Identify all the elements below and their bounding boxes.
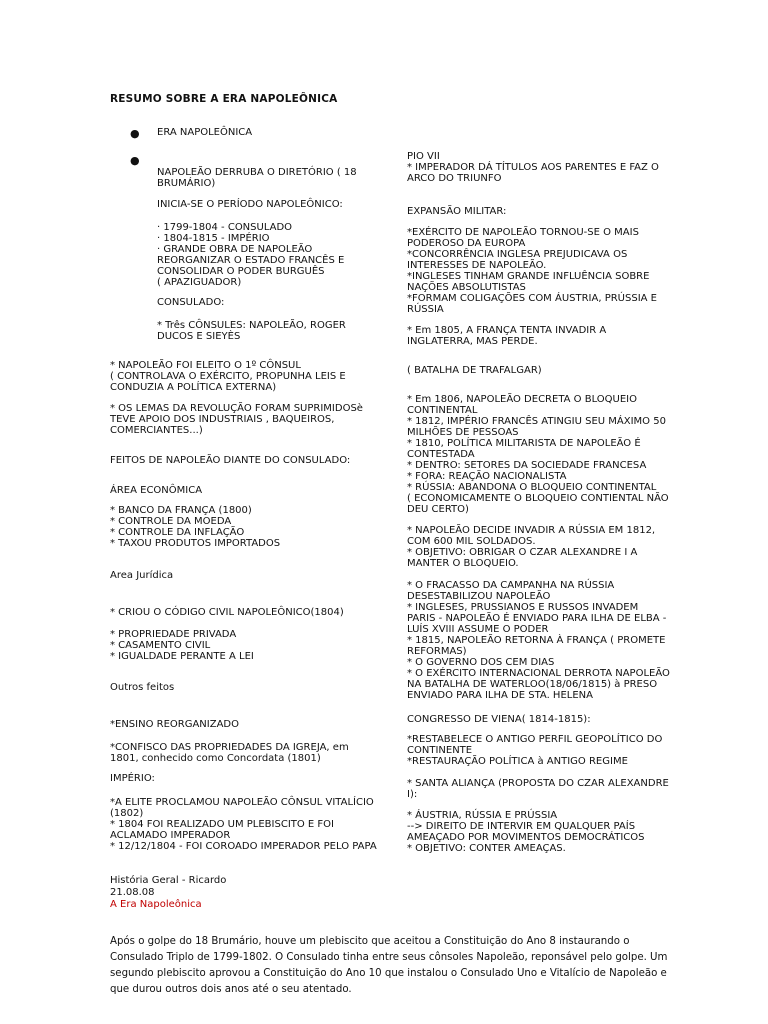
right-text-block: *RESTABELECE O ANTIGO PERFIL GEOPOLÍTICO DO CONTINENTE *RESTAURAÇÃO POLÍTICA à ANTIGO REGIME [407,734,663,767]
left-text-block: * BANCO DA FRANÇA (1800) * CONTROLE DA MOEDA * CONTROLE DA INFLAÇÃO * TAXOU PRODUTOS IMPORTADOS [110,505,281,549]
right-text-block: * ÁUSTRIA, RÚSSIA E PRÚSSIA --> DIREITO DE INTERVIR EM QUALQUER PAÍS AMEAÇADO POR MOVIMENTOS DEMOCRÁTICOS * OBJETIVO: CONTER AMEAÇAS. [407,810,645,854]
right-text-block: * NAPOLEÃO DECIDE INVADIR A RÚSSIA EM 1812, COM 600 MIL SOLDADOS. * OBJETIVO: OBRIGAR O CZAR ALEXANDRE I A MANTER O BLOQUEIO. [407,525,656,569]
document-title: RESUMO SOBRE A ERA NAPOLEÔNICA [110,93,338,105]
article-title-link[interactable]: A Era Napoleônica [110,899,202,910]
bullet-icon: ● [130,127,140,140]
left-text-block: Area Jurídica [110,570,174,581]
left-text-block: * NAPOLEÃO FOI ELEITO O 1º CÔNSUL ( CONTROLAVA O EXÉRCITO, PROPUNHA LEIS E CONDUZIA A POLÍTICA EXTERNA) [110,360,346,393]
left-text-block: * Três CÔNSULES: NAPOLEÃO, ROGER DUCOS E SIEYÈS [157,320,346,342]
left-text-block: *ENSINO REORGANIZADO [110,719,239,730]
left-text-block: * CRIOU O CÓDIGO CIVIL NAPOLEÔNICO(1804) [110,607,344,618]
left-section-heading: ERA NAPOLEÔNICA [157,127,253,138]
right-text-block: CONGRESSO DE VIENA( 1814-1815): [407,714,591,725]
right-text-block: *EXÉRCITO DE NAPOLEÃO TORNOU-SE O MAIS PODEROSO DA EUROPA *CONCORRÊNCIA INGLESA PREJUDICAVA OS INTERESSES DE NAPOLEÃO. *INGLESES TINHAM GRANDE INFLUÊNCIA SOBRE NAÇÕES ABSOLUTISTAS *FORMAM COLIGAÇÕES COM ÁUSTRIA, PRÚSSIA E RÚSSIA [407,227,657,315]
intro-paragraph: Após o golpe do 18 Brumário, houve um plebiscito que aceitou a Constituição do Ano 8 instaurando o Consulado Triplo de 1799-1802. O Consulado tinha entre seus cônsoles Napoleão, reponsável pelo golpe. Um segundo plebiscito aprovou a Constituição do Ano 10 que instalou o Consulado Uno e Vitalício de Napoleão e que durou outros dois anos até o seu atentado. [110,936,668,995]
right-text-block: * Em 1805, A FRANÇA TENTA INVADIR A INGLATERRA, MAS PERDE. [407,325,607,347]
left-text-block: INICIA-SE O PERÍODO NAPOLEÔNICO: [157,199,343,210]
left-text-block: ÁREA ECONÔMICA [110,485,203,496]
right-text-block: EXPANSÃO MILITAR: [407,206,507,217]
course-label: História Geral - Ricardo [110,875,227,886]
bullet-icon: ● [130,154,140,167]
right-text-block: * O FRACASSO DA CAMPANHA NA RÚSSIA DESESTABILIZOU NAPOLEÃO * INGLESES, PRUSSIANOS E RUSSOS INVADEM PARIS - NAPOLEÃO É ENVIADO PARA ILHA DE ELBA - LUÍS XVIII ASSUME O PODER * 1815, NAPOLEÃO RETORNA À FRANÇA ( PROMETE REFORMAS) * O GOVERNO DOS CEM DIAS * O EXÉRCITO INTERNACIONAL DERROTA NAPOLEÃO NA BATALHA DE WATERLOO(18/06/1815) à PRESO ENVIADO PARA ILHA DE STA. HELENA [407,580,670,701]
left-text-block: * PROPRIEDADE PRIVADA * CASAMENTO CIVIL * IGUALDADE PERANTE A LEI [110,629,254,662]
right-text-block: PIO VII * IMPERADOR DÁ TÍTULOS AOS PARENTES E FAZ O ARCO DO TRIUNFO [407,151,659,184]
left-text-block: *CONFISCO DAS PROPRIEDADES DA IGREJA, em 1801, conhecido como Concordata (1801) [110,742,349,764]
left-text-block: NAPOLEÃO DERRUBA O DIRETÓRIO ( 18 BRUMÁRIO) [157,167,357,189]
date-label: 21.08.08 [110,887,155,898]
left-text-block: FEITOS DE NAPOLEÃO DIANTE DO CONSULADO: [110,455,351,466]
left-text-block: IMPÉRIO: [110,773,155,784]
left-text-block: * OS LEMAS DA REVOLUÇÃO FORAM SUPRIMIDOSè TEVE APOIO DOS INDUSTRIAIS , BAQUEIROS, COMERCIANTES...) [110,403,363,436]
left-text-block: CONSULADO: [157,297,225,308]
right-text-block: ( BATALHA DE TRAFALGAR) [407,365,542,376]
left-text-block: *A ELITE PROCLAMOU NAPOLEÃO CÔNSUL VITALÍCIO (1802) * 1804 FOI REALIZADO UM PLEBISCITO E FOI ACLAMADO IMPERADOR * 12/12/1804 - FOI COROADO IMPERADOR PELO PAPA [110,797,377,852]
left-text-block: · 1799-1804 - CONSULADO · 1804-1815 - IMPÉRIO · GRANDE OBRA DE NAPOLEÃO REORGANIZAR O ESTADO FRANCÊS E CONSOLIDAR O PODER BURGUÊS ( APAZIGUADOR) [157,222,345,288]
left-text-block: Outros feitos [110,682,175,693]
right-text-block: * Em 1806, NAPOLEÃO DECRETA O BLOQUEIO CONTINENTAL * 1812, IMPÉRIO FRANCÊS ATINGIU SEU MÁXIMO 50 MILHÕES DE PESSOAS * 1810, POLÍTICA MILITARISTA DE NAPOLEÃO É CONTESTADA * DENTRO: SETORES DA SOCIEDADE FRANCESA * FORA: REAÇÃO NACIONALISTA * RÚSSIA: ABANDONA O BLOQUEIO CONTINENTAL ( ECONOMICAMENTE O BLOQUEIO CONTIENTAL NÃO DEU CERTO) [407,394,669,515]
right-text-block: * SANTA ALIANÇA (PROPOSTA DO CZAR ALEXANDRE I): [407,778,669,800]
